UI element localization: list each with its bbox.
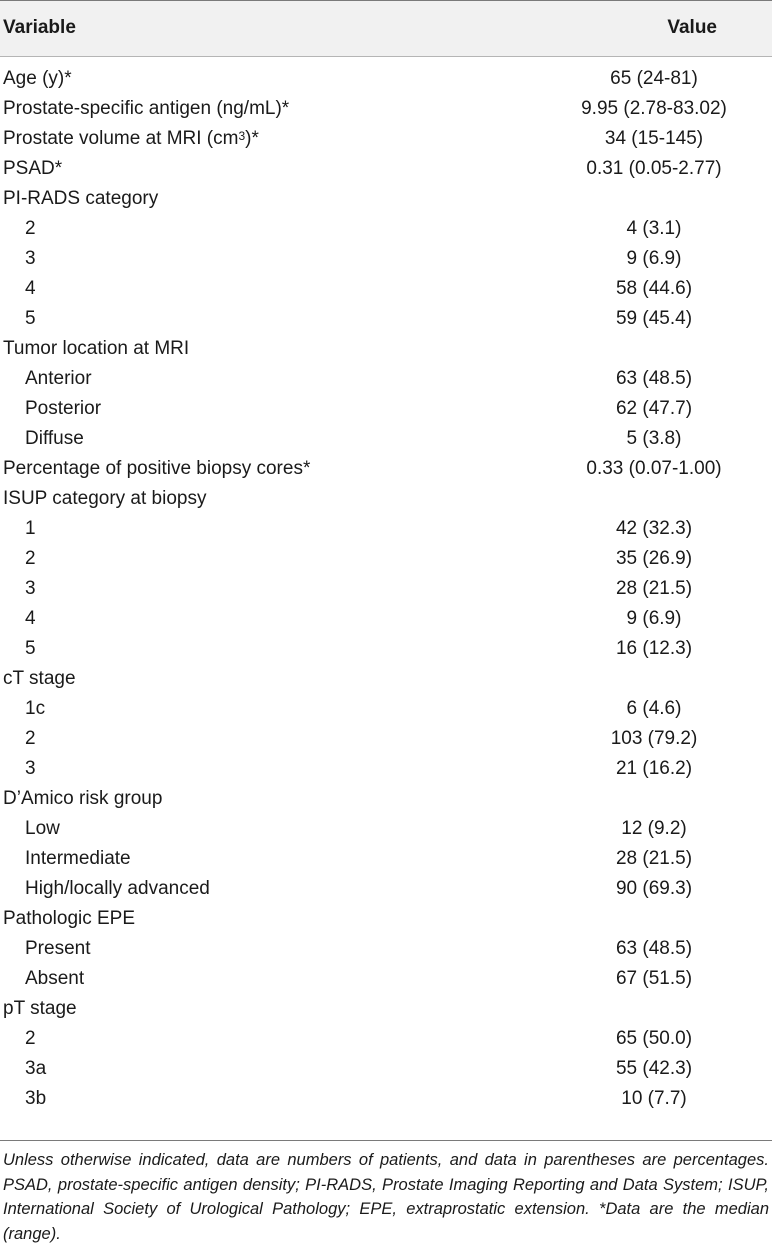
table-subrow (0, 574, 772, 604)
table-header-rule (0, 56, 772, 57)
table-subrow (0, 1024, 772, 1054)
row-label: Absent (25, 968, 85, 989)
row-value: 34 (15-145) (604, 128, 704, 149)
row-value: 6 (4.6) (626, 698, 682, 719)
row-value: 63 (48.5) (615, 938, 693, 959)
table-subrow (0, 874, 772, 904)
row-label: Diffuse (25, 428, 84, 449)
header-variable: Variable (3, 17, 76, 38)
row-label: 3a (25, 1058, 47, 1079)
row-value: 5 (3.8) (626, 428, 682, 449)
table-row (0, 334, 772, 364)
row-label: 2 (25, 218, 36, 239)
table-row (0, 124, 772, 154)
row-label: 5 (25, 308, 36, 329)
row-label: D’Amico risk group (3, 788, 163, 809)
table-subrow (0, 754, 772, 784)
table-subrow (0, 274, 772, 304)
row-value: 0.33 (0.07-1.00) (586, 458, 722, 479)
row-label: 3 (25, 758, 36, 779)
table-footnote: Unless otherwise indicated, data are numbers of patients, and data in parentheses are percentages. PSAD, prostate-specific antigen density; PI-RADS, Prostate Imaging Reporting and Data System; ISUP, International Society of Urological Pathology; EPE, extraprostatic extension. *Data are the median (range). (3, 1151, 769, 1243)
row-label: 3b (25, 1088, 47, 1109)
table-subrow (0, 544, 772, 574)
table-subrow (0, 604, 772, 634)
table-body (0, 64, 772, 1114)
row-label: High/locally advanced (25, 878, 210, 899)
row-value: 103 (79.2) (610, 728, 698, 749)
row-label: Percentage of positive biopsy cores* (3, 458, 311, 479)
row-label-text: Prostate volume at MRI (cm (3, 128, 239, 149)
table-subrow (0, 1054, 772, 1084)
row-label: 5 (25, 638, 36, 659)
table-subrow (0, 244, 772, 274)
table-row (0, 904, 772, 934)
row-label: 4 (25, 608, 36, 629)
table-row (0, 664, 772, 694)
table-subrow (0, 844, 772, 874)
row-label: Prostate-specific antigen (ng/mL)* (3, 98, 290, 119)
table-subrow (0, 694, 772, 724)
row-value: 90 (69.3) (615, 878, 693, 899)
row-value: 16 (12.3) (615, 638, 693, 659)
row-value: 63 (48.5) (615, 368, 693, 389)
row-label: Posterior (25, 398, 102, 419)
row-label: 3 (25, 248, 36, 269)
table-row (0, 994, 772, 1024)
table-subrow (0, 424, 772, 454)
row-value: 28 (21.5) (615, 848, 693, 869)
row-value: 4 (3.1) (626, 218, 682, 239)
table-subrow (0, 304, 772, 334)
row-label: Anterior (25, 368, 92, 389)
row-label: pT stage (3, 998, 77, 1019)
row-label: Low (25, 818, 60, 839)
row-label: 2 (25, 548, 36, 569)
row-label (3, 124, 259, 154)
table-header-row (0, 0, 772, 56)
row-value: 9 (6.9) (626, 248, 682, 269)
table-subrow (0, 964, 772, 994)
row-value: 0.31 (0.05-2.77) (586, 158, 722, 179)
row-label: 2 (25, 1028, 36, 1049)
table-subrow (0, 814, 772, 844)
row-label: 3 (25, 578, 36, 599)
row-label: 2 (25, 728, 36, 749)
row-value: 58 (44.6) (615, 278, 693, 299)
row-label: Age (y)* (3, 68, 72, 89)
table-subrow (0, 214, 772, 244)
row-label: Intermediate (25, 848, 131, 869)
table-subrow (0, 394, 772, 424)
row-label: Pathologic EPE (3, 908, 136, 929)
table-subrow (0, 1084, 772, 1114)
row-value: 62 (47.7) (615, 398, 693, 419)
row-value: 65 (50.0) (615, 1028, 693, 1049)
row-value: 55 (42.3) (615, 1058, 693, 1079)
row-label: Tumor location at MRI (3, 338, 190, 359)
row-label: ISUP category at biopsy (3, 488, 207, 509)
table-subrow (0, 724, 772, 754)
table-subrow (0, 364, 772, 394)
row-value: 10 (7.7) (621, 1088, 687, 1109)
row-label-superscript: 3 (238, 129, 246, 143)
row-label: 4 (25, 278, 36, 299)
table-subrow (0, 634, 772, 664)
table-bottom-rule (0, 1140, 772, 1141)
table-row (0, 64, 772, 94)
row-value: 35 (26.9) (615, 548, 693, 569)
table-row (0, 484, 772, 514)
row-value: 42 (32.3) (615, 518, 693, 539)
header-value: Value (667, 17, 717, 38)
row-value: 9.95 (2.78-83.02) (581, 98, 727, 119)
row-value: 28 (21.5) (615, 578, 693, 599)
row-label-text: )* (245, 128, 259, 149)
table-row (0, 184, 772, 214)
row-value: 67 (51.5) (615, 968, 693, 989)
table-row (0, 784, 772, 814)
row-value: 9 (6.9) (626, 608, 682, 629)
row-value: 12 (9.2) (621, 818, 687, 839)
table-row (0, 154, 772, 184)
row-label: PI-RADS category (3, 188, 159, 209)
table-row (0, 454, 772, 484)
row-value: 21 (16.2) (615, 758, 693, 779)
row-label: 1c (25, 698, 46, 719)
row-label: PSAD* (3, 158, 63, 179)
row-label: Present (25, 938, 91, 959)
table-row (0, 94, 772, 124)
row-value: 59 (45.4) (615, 308, 693, 329)
table-subrow (0, 514, 772, 544)
row-value: 65 (24-81) (610, 68, 698, 89)
row-label: cT stage (3, 668, 76, 689)
row-label: 1 (25, 518, 36, 539)
table-subrow (0, 934, 772, 964)
